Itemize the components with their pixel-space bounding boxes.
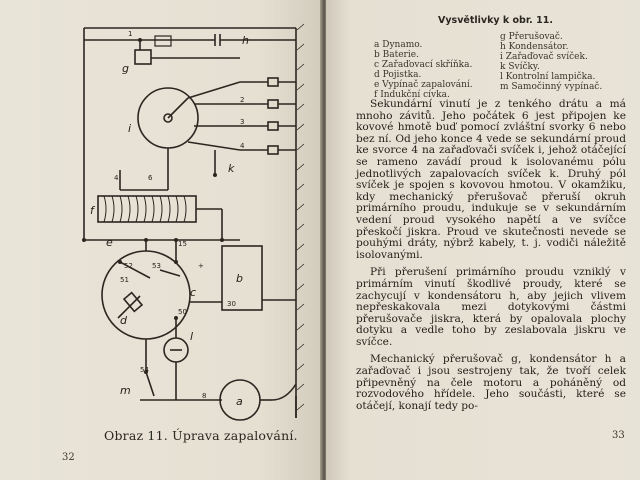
body-text [356,99,626,418]
label-f: f [90,204,94,217]
label-6: 6 [148,174,153,182]
label-l: l [190,330,194,343]
legend-item: c Zařaďovací skříňka. [374,60,473,70]
label-plus: + [198,262,204,270]
label-1: 1 [128,30,133,38]
legend-item: k Svíčky. [500,62,540,72]
label-51: 51 [120,276,129,284]
label-52: 52 [124,262,133,270]
legend-item: i Zařaďovač svíček. [500,52,588,62]
page-number-left: 32 [62,452,75,463]
label-b: b [236,272,243,285]
label-8: 8 [202,392,207,400]
label-2: 2 [240,96,245,104]
label-i: i [128,122,132,135]
legend-item: g Přerušovač. [500,32,563,42]
legend-item: m Samočinný vypínač. [500,82,603,92]
legend-item: h Kondensátor. [500,42,569,52]
label-d: d [120,314,127,327]
page-number-right: 33 [612,430,625,441]
label-54: 54 [140,366,149,374]
legend-item: e Vypínač zapalování. [374,80,473,90]
label-m: m [120,384,131,397]
paragraph: Mechanický přerušovač g, kondensátor h a zařaďovač i jsou sestrojeny tak, že tvoří celek připevněný na čele motoru a poháněný od rozvodového hřídele. Jeho součásti, které se otáčejí, konají tedy po- [356,353,626,412]
paragraph: Při přerušení primárního proudu vzniklý v primárním vinutí škodlivé proudy, které se zachycují v kondensátoru h, aby jejich vlivem nepřeskakovala mezi dotykovými částmi přerušovače jiskra, která by opalovala plochy dotyku a vedle toho by zeslabovala jiskru ve svíčce. [356,266,626,348]
label-53: 53 [152,262,161,270]
label-4: 4 [240,142,245,150]
label-h: h [242,34,249,47]
label-4b: 4 [114,174,119,182]
label-30: 30 [227,300,236,308]
legend-item: l Kontrolní lampička. [500,72,596,82]
legend-item: a Dynamo. [374,40,423,50]
legend-item: b Baterie. [374,50,419,60]
legend-left-column [374,40,473,100]
label-15: 15 [178,240,187,248]
label-3: 3 [240,118,245,126]
ignition-wiring-diagram [0,0,320,430]
label-k: k [228,162,235,175]
figure-caption: Obraz 11. Úprava zapalování. [104,428,298,443]
legend-item: d Pojistka. [374,70,422,80]
legend-title: Vysvětlivky k obr. 11. [438,15,553,26]
label-a: a [236,395,243,408]
label-e: e [106,236,113,249]
label-c: c [190,286,197,299]
paragraph: Sekundární vinutí je z tenkého drátu a má mnoho závitů. Jeho počátek 6 jest připojen ke kovové hmotě buď pomocí zvláštní svorky 6 nebo bez ní. Od jeho konce 4 vede se sekundární proud ke svorce 4 na zařaďovači svíček i, jehož otáčející se rameno zavádí proud k isolovanému pólu jednotlivých zapalovacích svíček k. Druhý pól svíček je spojen s kovovou hmotou. V okamžiku, kdy mechanický přerušovač přeruší okruh primárního proudu, indukuje se v sekundárním vedení proud vysokého napětí a ve svíčce přeskočí jiskra. Proud ve skutečnosti nevede se pouhými dráty, nýbrž kabely, t. j. vodiči náležitě isolovanými. [356,98,626,261]
legend-right-column [500,32,602,92]
label-50: 50 [178,308,187,316]
legend-item: f Indukční cívka. [374,90,450,100]
label-g: g [122,62,129,75]
